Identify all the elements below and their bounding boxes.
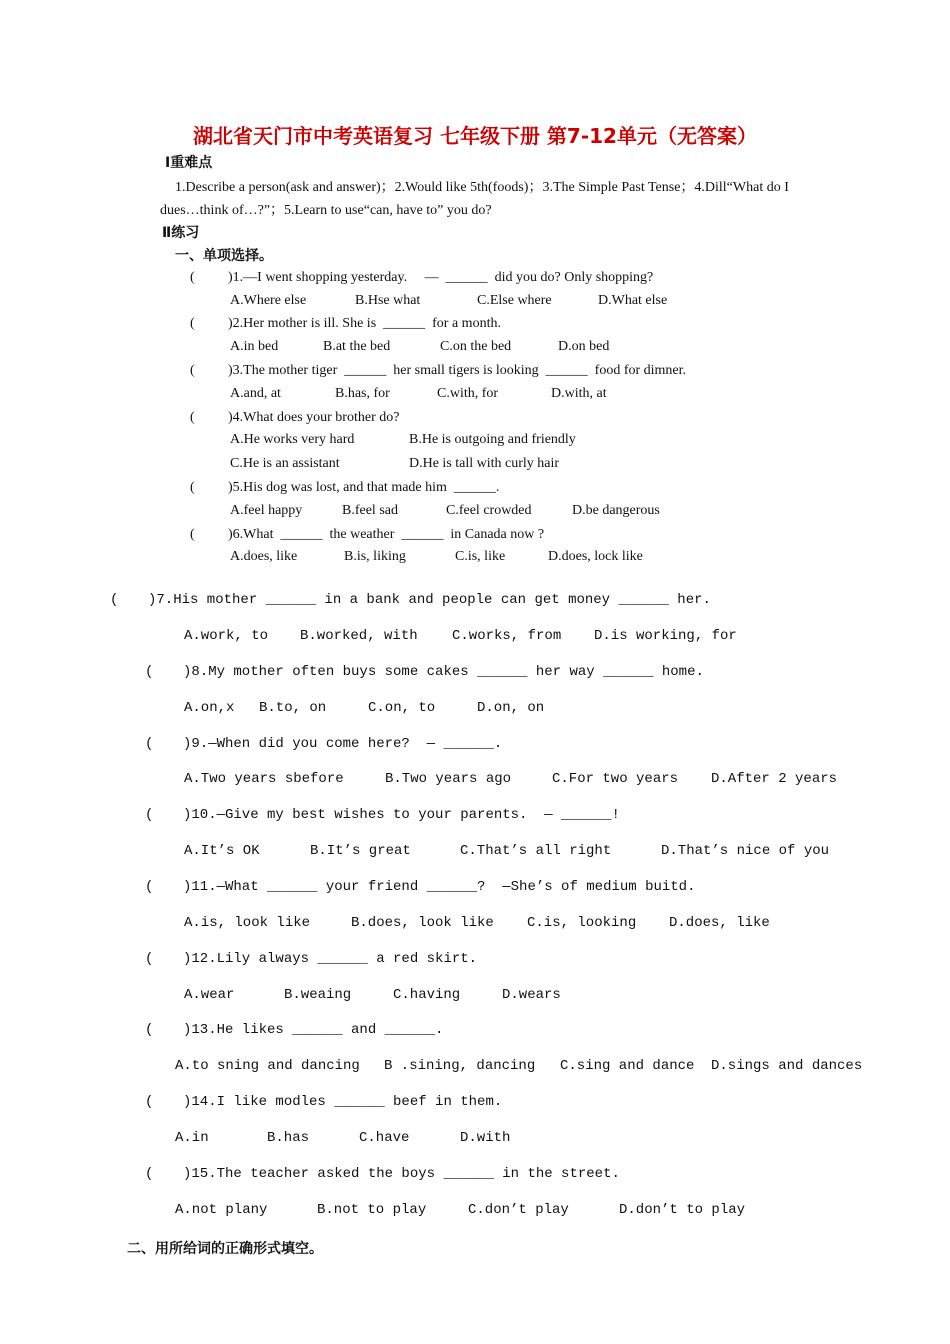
option-b: B.Hse what [355, 293, 421, 308]
option-a: A.and, at [230, 386, 281, 401]
option-d: D.wears [502, 987, 561, 1003]
option-d: D.sings and dances [711, 1058, 863, 1074]
option-c: C.That’s all right [460, 843, 612, 859]
page-title: 湖北省天门市中考英语复习 七年级下册 第7-12单元（无答案） [193, 124, 757, 148]
answer-paren: ( [190, 270, 195, 285]
option-c: C.sing and dance [560, 1058, 695, 1074]
question-stem: )15.The teacher asked the boys ______ in the street. [183, 1166, 620, 1182]
option-c: C.on the bed [440, 339, 512, 354]
question-stem: )12.Lily always ______ a red skirt. [183, 951, 478, 967]
option-c: C.is, looking [527, 915, 637, 931]
option-c: C.is, like [455, 549, 506, 564]
question-stem: )10.—Give my best wishes to your parents. — ______! [183, 807, 620, 823]
option-d: D.be dangerous [572, 503, 660, 518]
option-a: A.is, look like [184, 915, 311, 931]
option-b: B.at the bed [323, 339, 391, 354]
option-a: A.Two years sbefore [184, 771, 344, 787]
option-b: B.has [267, 1130, 310, 1146]
option-b: B.has, for [335, 386, 390, 401]
question-stem: )2.Her mother is ill. She is ______ for a month. [228, 316, 501, 331]
option-a: A.He works very hard [230, 432, 355, 447]
option-c: C.don’t play [468, 1202, 569, 1218]
option-b: B.It’s great [310, 843, 411, 859]
question-stem: )3.The mother tiger ______ her small tigers is looking ______ food for dimner. [228, 363, 687, 378]
option-b: B.worked, with [300, 628, 418, 644]
answer-paren: ( [145, 1166, 154, 1182]
option-b: B.not to play [317, 1202, 427, 1218]
section-key-points-label: Ⅰ重难点 [165, 155, 213, 171]
option-a: A.work, to [184, 628, 269, 644]
question-stem: )4.What does your brother do? [228, 410, 400, 425]
part1-heading: 一、单项选择。 [175, 248, 273, 264]
option-d: D.That’s nice of you [661, 843, 830, 859]
option-a: A.feel happy [230, 503, 303, 518]
option-b: B.is, liking [344, 549, 406, 564]
section-practice-label: Ⅱ练习 [162, 225, 200, 241]
option-a: A.in bed [230, 339, 279, 354]
answer-paren: ( [190, 527, 195, 542]
option-a: A.on,x [184, 700, 235, 716]
option-c: C.works, from [452, 628, 562, 644]
option-d: D.What else [598, 293, 668, 308]
part2-heading: 二、用所给词的正确形式填空。 [127, 1241, 323, 1257]
option-b: B.Two years ago [385, 771, 512, 787]
option-b: B.feel sad [342, 503, 398, 518]
option-a: A.wear [184, 987, 235, 1003]
answer-paren: ( [110, 592, 119, 608]
option-b: B.He is outgoing and friendly [409, 432, 576, 447]
answer-paren: ( [145, 1094, 154, 1110]
option-a: A.Where else [230, 293, 307, 308]
answer-paren: ( [145, 807, 154, 823]
question-stem: )7.His mother ______ in a bank and people can get money ______ her. [148, 592, 711, 608]
option-d: D.does, like [669, 915, 770, 931]
key-points-line-2: dues…think of…?”；5.Learn to use“can, have to” you do? [160, 203, 492, 218]
question-stem: )6.What ______ the weather ______ in Canada now ? [228, 527, 545, 542]
option-a: A.in [175, 1130, 209, 1146]
option-a: A.not plany [175, 1202, 268, 1218]
option-d: D.After 2 years [711, 771, 838, 787]
option-b: B.weaing [284, 987, 352, 1003]
option-a: A.does, like [230, 549, 298, 564]
option-d: D.don’t to play [619, 1202, 746, 1218]
option-a: A.It’s OK [184, 843, 260, 859]
answer-paren: ( [190, 316, 195, 331]
answer-paren: ( [145, 664, 154, 680]
option-c: C.with, for [437, 386, 499, 401]
option-c: C.have [359, 1130, 410, 1146]
option-d: D.does, lock like [548, 549, 643, 564]
answer-paren: ( [190, 410, 195, 425]
answer-paren: ( [145, 951, 154, 967]
option-b: B.to, on [259, 700, 327, 716]
question-stem: )13.He likes ______ and ______. [183, 1022, 444, 1038]
option-d: D.He is tall with curly hair [409, 456, 560, 471]
option-c: C.feel crowded [446, 503, 532, 518]
option-a: A.to sning and dancing [175, 1058, 360, 1074]
question-stem: )5.His dog was lost, and that made him ______. [228, 480, 500, 495]
option-b: B .sining, dancing [384, 1058, 536, 1074]
question-stem: )14.I like modles ______ beef in them. [183, 1094, 503, 1110]
answer-paren: ( [145, 1022, 154, 1038]
question-stem: )8.My mother often buys some cakes ______ her way ______ home. [183, 664, 704, 680]
option-d: D.with, at [551, 386, 607, 401]
option-c: C.having [393, 987, 461, 1003]
option-c: C.For two years [552, 771, 679, 787]
answer-paren: ( [190, 363, 195, 378]
answer-paren: ( [145, 736, 154, 752]
question-stem: )11.—What ______ your friend ______? —She’s of medium buitd. [183, 879, 696, 895]
question-stem: )9.—When did you come here? — ______. [183, 736, 503, 752]
answer-paren: ( [190, 480, 195, 495]
option-d: D.with [460, 1130, 511, 1146]
question-stem: )1.—I went shopping yesterday. — ______ did you do? Only shopping? [228, 270, 654, 285]
option-c: C.Else where [477, 293, 552, 308]
option-d: D.on, on [477, 700, 545, 716]
option-b: B.does, look like [351, 915, 494, 931]
key-points-line-1: 1.Describe a person(ask and answer)；2.Would like 5th(foods)；3.The Simple Past Tense；4.Dill“What do I [175, 180, 789, 195]
answer-paren: ( [145, 879, 154, 895]
option-c: C.He is an assistant [230, 456, 340, 471]
option-c: C.on, to [368, 700, 436, 716]
option-d: D.is working, for [594, 628, 737, 644]
option-d: D.on bed [558, 339, 610, 354]
